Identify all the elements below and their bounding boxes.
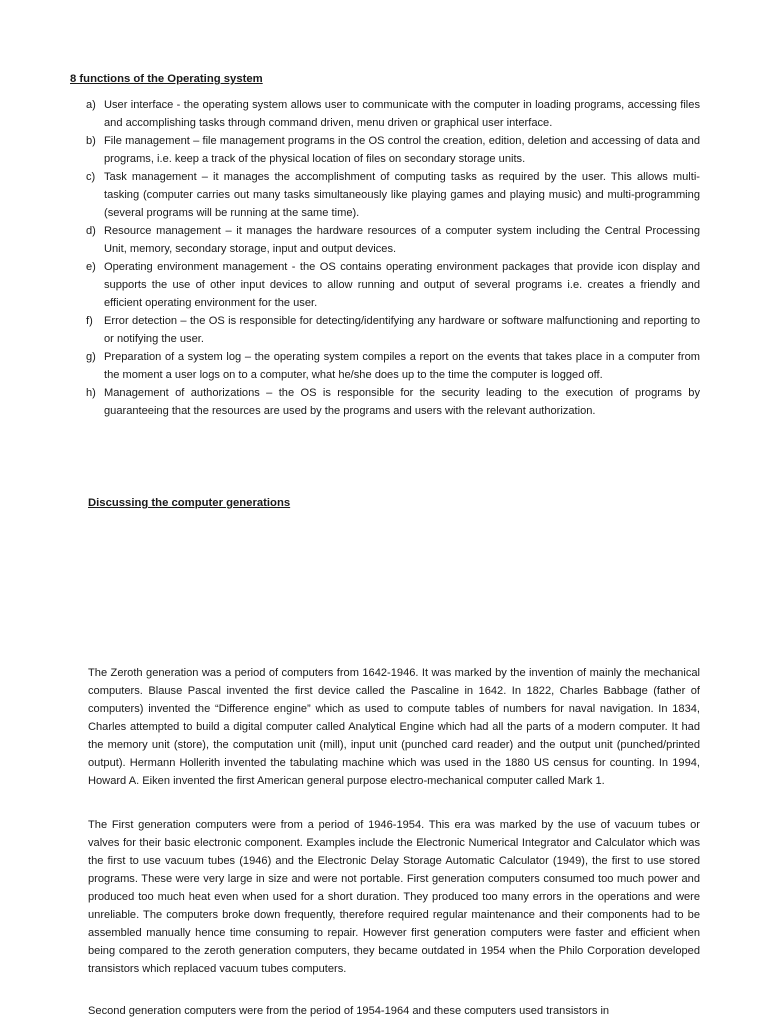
section-heading-computer-generations: Discussing the computer generations [88, 497, 291, 509]
list-marker: d) [86, 225, 96, 237]
list-item-text: Task management – it manages the accomplishment of computing tasks as required by the user. This allows multi-tasking (computer carries out many tasks simultaneously like playing games and playing music) and multi-programming (several programs will be running at the same time). [104, 171, 700, 219]
list-marker: a) [86, 99, 96, 111]
os-functions-list [86, 96, 700, 420]
list-item [86, 132, 700, 168]
paragraph-zeroth-generation: The Zeroth generation was a period of computers from 1642-1946. It was marked by the invention of mainly the mechanical computers. Blause Pascal invented the first device called the Pascaline in 1642. In 1822, Charles Babbage (father of computers) invented the “Difference engine” which as used to compute tables of numbers for naval navigation. In 1834, Charles attempted to build a digital computer called Analytical Engine which had all the parts of a modern computer. It had the memory unit (store), the computation unit (mill), input unit (punched card reader) and the output unit (punched/printed output). Hermann Hollerith invented the tabulating machine which was used in the 1880 US census for counting. In 1994, Howard A. Eiken invented the first American general purpose electro-mechanical computer called Mark 1. [88, 667, 700, 787]
list-item [86, 348, 700, 384]
paragraph-first-generation: The First generation computers were from a period of 1946-1954. This era was marked by the use of vacuum tubes or valves for their basic electronic component. Examples include the Electronic Numerical Integrator and Calculator which was the first to use vacuum tubes (1946) and the Electronic Delay Storage Automatic Calculator (1949), the first to use stored programs. These were very large in size and were not portable. First generation computers consumed too much power and produced too much heat even when used for a short duration. They produced too many errors in the operations and were unreliable. The computers broke down frequently, therefore required regular maintenance and their components had to be assembled manually hence time consuming to repair. However first generation computers were faster and efficient when being compared to the zeroth generation computers, they became outdated in 1954 when the Philo Corporation developed transistors which replaced vacuum tubes computers. [88, 819, 700, 975]
list-item [86, 168, 700, 222]
list-item-text: Operating environment management - the OS contains operating environment packages that provide icon display and supports the use of other input devices to allow running and output of several programs i.e. creates a friendly and efficient operating environment for the user. [104, 261, 700, 309]
list-item-text: Management of authorizations – the OS is responsible for the security leading to the execution of programs by guaranteeing that the resources are used by the programs and users with the relevant authorization. [104, 387, 700, 417]
list-item [86, 222, 700, 258]
list-marker: c) [86, 171, 96, 183]
list-marker: f) [86, 315, 93, 327]
list-marker: h) [86, 387, 96, 399]
list-item [86, 258, 700, 312]
paragraph-second-generation: Second generation computers were from the period of 1954-1964 and these computers used transistors in [88, 1005, 610, 1017]
list-item-text: Error detection – the OS is responsible for detecting/identifying any hardware or software malfunctioning and reporting to or notifying the user. [104, 315, 700, 345]
list-item [86, 96, 700, 132]
list-item-text: File management – file management programs in the OS control the creation, edition, deletion and accessing of data and programs, i.e. keep a track of the physical location of files on secondary storage units. [104, 135, 700, 165]
list-marker: g) [86, 351, 96, 363]
list-marker: b) [86, 135, 96, 147]
section-heading-os-functions: 8 functions of the Operating system [70, 73, 263, 85]
list-item-text: User interface - the operating system allows user to communicate with the computer in loading programs, accessing files and accomplishing tasks through command driven, menu driven or graphical user interface. [104, 99, 700, 129]
list-item-text: Resource management – it manages the hardware resources of a computer system including the Central Processing Unit, memory, secondary storage, input and output devices. [104, 225, 700, 255]
list-item-text: Preparation of a system log – the operating system compiles a report on the events that takes place in a computer from the moment a user logs on to a computer, what he/she does up to the time the computer is logged off. [104, 351, 700, 381]
list-item [86, 384, 700, 420]
list-item [86, 312, 700, 348]
list-marker: e) [86, 261, 96, 273]
